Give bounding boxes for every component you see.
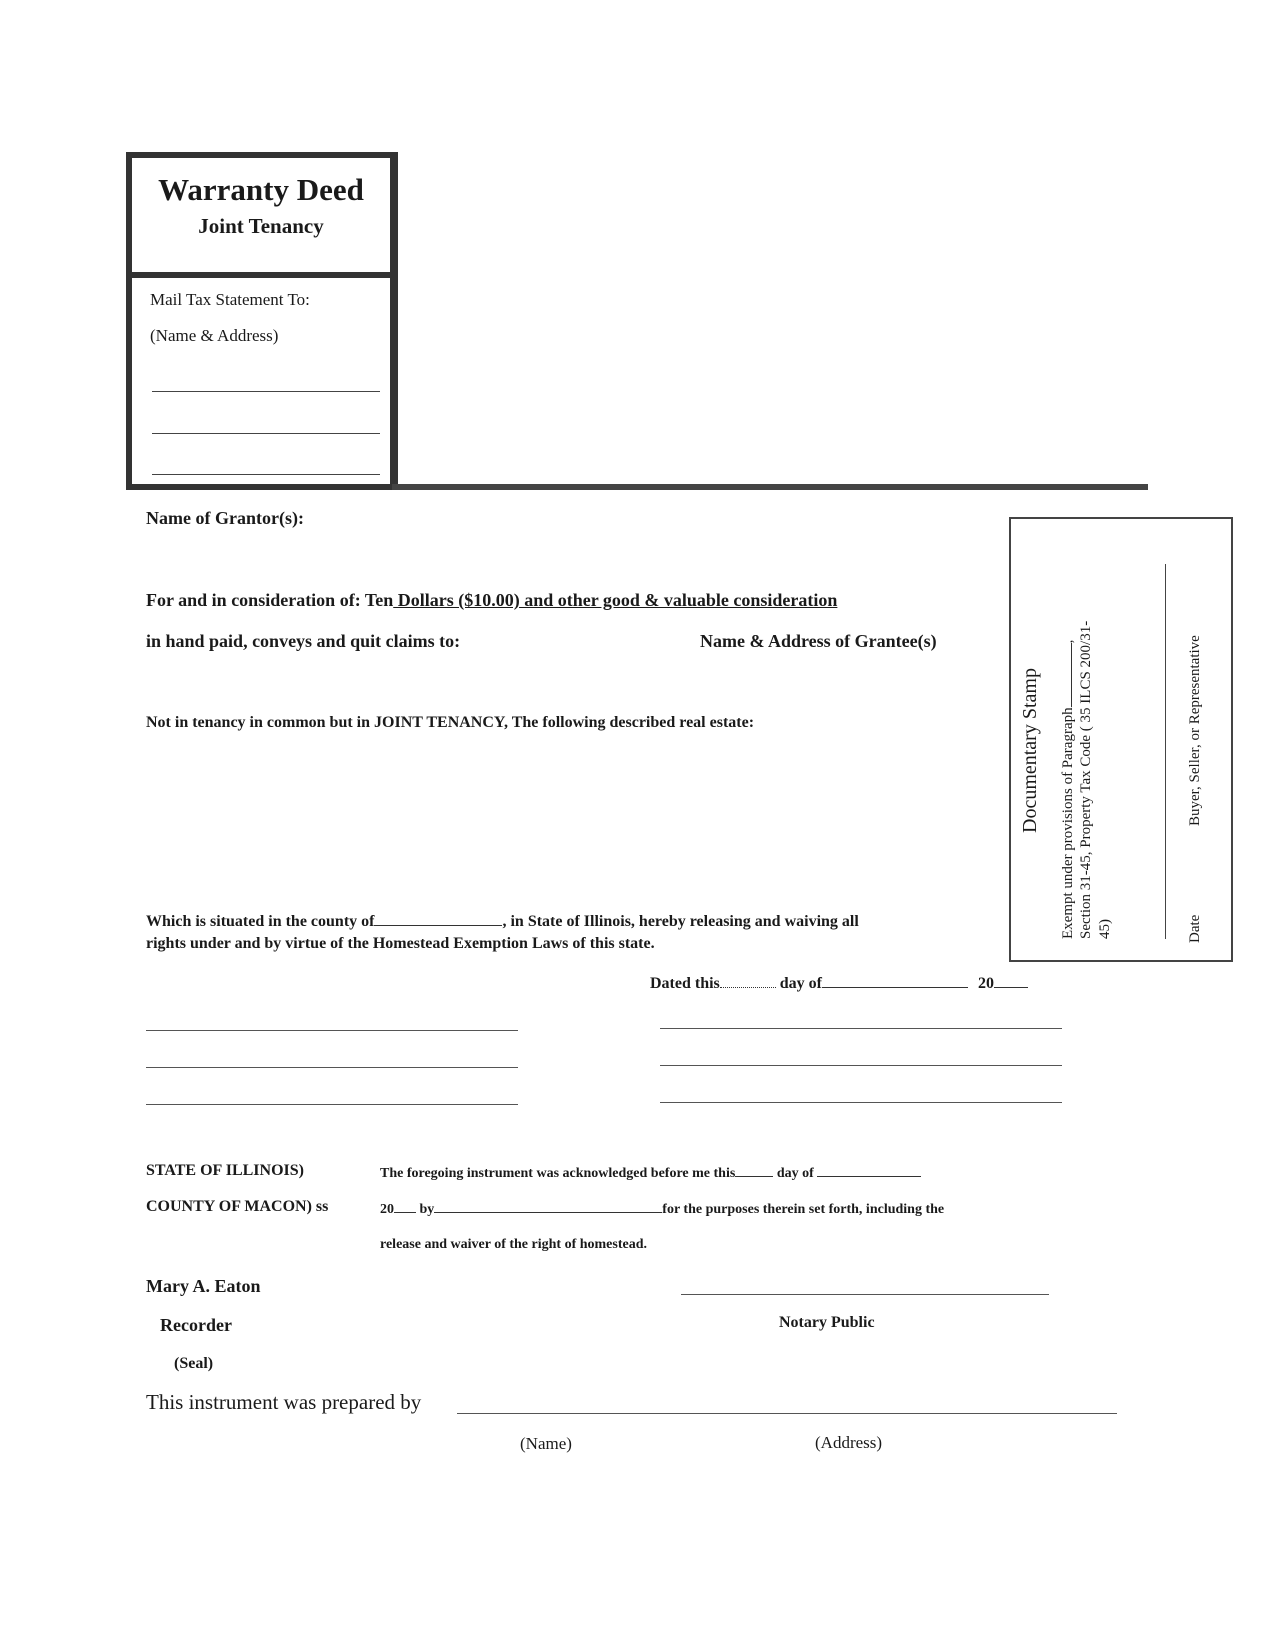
stamp-title: Documentary Stamp: [1019, 668, 1041, 833]
stamp-paragraph-blank[interactable]: [1059, 643, 1072, 707]
header-rule: [392, 484, 1148, 490]
dated-line: [650, 973, 1028, 993]
dated-text-a: Dated this: [650, 975, 720, 992]
ack-by-blank[interactable]: [434, 1200, 662, 1213]
ack-year: 20: [380, 1202, 394, 1217]
grantor-signature-line-1[interactable]: [146, 1030, 518, 1031]
ack-by: by: [419, 1202, 435, 1217]
stamp-line-2: Section 31-45, Property Tax Code ( 35 ILCS 200/31-: [1078, 620, 1094, 939]
ack-purposes: for the purposes therein set forth, including the: [662, 1202, 945, 1217]
prepared-by-text: This instrument was prepared by: [146, 1390, 422, 1414]
consideration-amount: Dollars ($10.00) and other good & valuable consideration: [393, 590, 838, 610]
stamp-line-1: [1059, 640, 1077, 939]
stamp-party-label: Buyer, Seller, or Representative: [1187, 635, 1203, 826]
stamp-comma: ,: [1060, 639, 1076, 644]
recorder-name: Mary A. Eaton: [146, 1276, 261, 1296]
county-line-2: rights under and by virtue of the Homestead Exemption Laws of this state.: [146, 935, 655, 952]
mail-tax-label: Mail Tax Statement To:: [150, 290, 310, 309]
dated-month-blank[interactable]: [822, 973, 968, 988]
mail-line-3[interactable]: [152, 474, 380, 475]
county-text-a: Which is situated in the county of: [146, 913, 375, 930]
notary-signature-line[interactable]: [681, 1294, 1049, 1295]
ack-month-blank[interactable]: [817, 1164, 921, 1177]
grantee-signature-line-3[interactable]: [660, 1102, 1062, 1103]
ack-day-blank[interactable]: [735, 1164, 773, 1177]
prepared-name-label: (Name): [520, 1434, 572, 1453]
stamp-signature-line[interactable]: [1165, 564, 1166, 939]
dated-day-blank[interactable]: [720, 973, 776, 988]
tenancy-text: Not in tenancy in common but in JOINT TENANCY, The following described real estate:: [146, 714, 755, 731]
mail-line-1[interactable]: [152, 391, 380, 392]
grantee-signature-line-1[interactable]: [660, 1028, 1062, 1029]
mail-tax-box: [132, 278, 392, 484]
dated-text-c: 20: [978, 975, 995, 992]
recorder-title: Recorder: [160, 1315, 232, 1335]
acknowledge-line: [380, 1164, 921, 1182]
stamp-line-3: 45): [1097, 919, 1113, 939]
conveys-text: in hand paid, conveys and quit claims to:: [146, 631, 461, 651]
seal-label: (Seal): [174, 1355, 214, 1372]
dated-text-b: day of: [779, 975, 823, 992]
document-title: Warranty Deed: [158, 172, 364, 207]
county-of-macon-label: COUNTY OF MACON) ss: [146, 1198, 329, 1215]
mail-tax-sublabel: (Name & Address): [150, 326, 279, 345]
ack-year-line: [380, 1200, 944, 1218]
grantee-label: Name & Address of Grantee(s): [700, 631, 937, 651]
grantor-signature-line-2[interactable]: [146, 1067, 518, 1068]
stamp-date-label: Date: [1187, 914, 1203, 943]
county-line-1: [146, 911, 859, 931]
county-blank[interactable]: [374, 911, 502, 926]
documentary-stamp-box: [1009, 517, 1233, 962]
ack-text-a: The foregoing instrument was acknowledged before me this: [380, 1166, 736, 1181]
title-box: [132, 158, 392, 278]
mail-line-2[interactable]: [152, 433, 380, 434]
state-label: STATE OF ILLINOIS): [146, 1162, 304, 1179]
grantor-signature-line-3[interactable]: [146, 1104, 518, 1105]
dated-year-blank[interactable]: [994, 973, 1028, 988]
prepared-address-label: (Address): [815, 1433, 883, 1452]
grantor-label: Name of Grantor(s):: [146, 508, 304, 528]
stamp-line-1-text: Exempt under provisions of Paragraph: [1060, 707, 1076, 939]
document-subtitle: Joint Tenancy: [198, 214, 324, 238]
ack-year-blank[interactable]: [394, 1200, 416, 1213]
notary-public-label: Notary Public: [779, 1314, 875, 1331]
consideration-prefix: For and in consideration of: Ten: [146, 590, 394, 610]
consideration-line: [146, 590, 837, 611]
ack-text-b: day of: [776, 1166, 814, 1181]
release-text: release and waiver of the right of homestead.: [380, 1237, 647, 1252]
prepared-by-line[interactable]: [457, 1413, 1117, 1414]
grantee-signature-line-2[interactable]: [660, 1065, 1062, 1066]
county-text-b: , in State of Illinois, hereby releasing and waiving all: [502, 913, 859, 930]
